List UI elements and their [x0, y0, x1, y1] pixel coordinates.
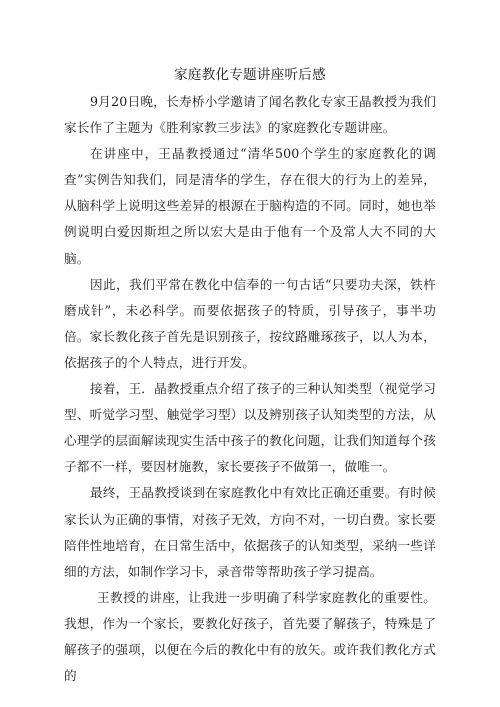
- document-body: [64, 89, 436, 689]
- paragraph-proverb: 因此，我们平常在教化中信奉的一句古话“只要功夫深，铁杵磨成针”，未必科学。而要依据孩子的特质，引导孩子，事半功倍。家长教化孩子首先是识别孩子，按纹路雕琢孩子，以人为本，依据孩子的个人特点，进行开发。: [64, 276, 436, 370]
- paragraph-reflection: 王教授的讲座，让我进一步明确了科学家庭教化的重要性。我想，作为一个家长，要教化好孩子，首先要了解孩子，特殊是了解孩子的强项，以便在今后的教化中有的放矢。或许我们教化方式的: [64, 589, 436, 684]
- paragraph-intro: 9月20日晚，长寿桥小学邀请了闻名教化专家王晶教授为我们家长作了主题为《胜利家教三步法》的家庭教化专题讲座。: [64, 94, 436, 136]
- paragraph-cognition-types: 接着，王．晶教授重点介绍了孩子的三种认知类型（视觉学习型、听觉学习型、触觉学习型）以及辨别孩子认知类型的方法，从心理学的层面解读现实生活中孩子的教化问题，让我们知道每个孩子都不一样，要因材施教，家长要孩子不做第一，做唯一。: [64, 381, 436, 475]
- paragraph-survey: 在讲座中，王晶教授通过“清华500个学生的家庭教化的调查”实例告知我们，同是清华的学生，存在很大的行为上的差异，从脑科学上说明这些差异的根源在于脑构造的不同。同时，她也举例说明白爱因斯坦之所以宏大是由于他有一个及常人大不同的大脑。: [64, 146, 436, 266]
- paragraph-effectiveness: 最终，王晶教授谈到在家庭教化中有效比正确还重要。有时候家长认为正确的事情，对孩子无效，方向不对，一切白费。家长要陪伴性地培育，在日常生活中，依据孩子的认知类型，采纳一些详细的方法，如制作学习卡，录音带等帮助孩子学习提高。: [64, 485, 436, 579]
- document-title: 家庭教化专题讲座听后感: [174, 67, 326, 83]
